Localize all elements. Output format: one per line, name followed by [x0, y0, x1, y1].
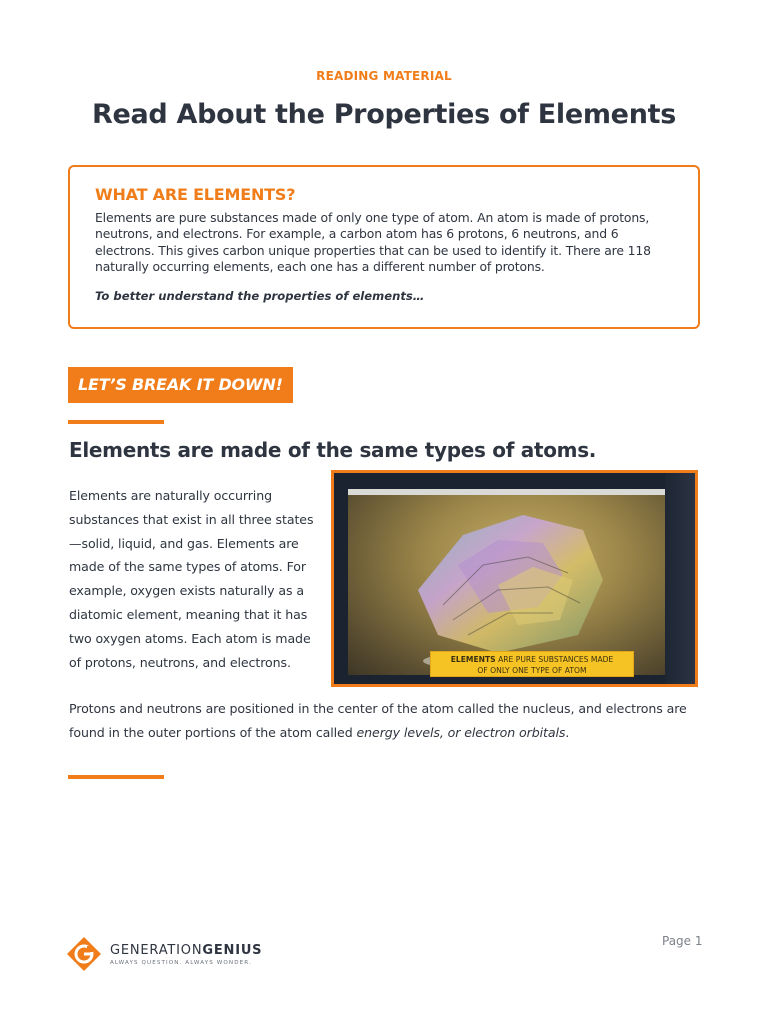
callout-lead: To better understand the properties of elements… — [95, 289, 425, 304]
section-heading: Elements are made of the same types of atoms. — [69, 438, 597, 462]
orbital-term: energy levels, or electron orbitals — [356, 724, 566, 740]
accent-rule-bottom — [68, 775, 164, 779]
nucleus-text: Protons and neutrons are positioned in the center of the atom called the nucleus, and electrons are found in the outer portions of the atom called — [69, 701, 687, 740]
generation-genius-logo — [66, 936, 262, 972]
page-number: Page 1 — [662, 934, 703, 948]
caption-bold: ELEMENTS — [450, 655, 496, 664]
crystal-photo — [348, 489, 668, 675]
callout-body: Elements are pure substances made of only one type of atom. An atom is made of protons, neutrons, and electrons. For example, a carbon atom has 6 protons, 6 neutrons, and 6 electrons. This gives carbon unique properties that can be used to identify it. There are 118 naturally occurring elements, each one has a different number of protons. — [95, 210, 651, 274]
callout-heading: WHAT ARE ELEMENTS? — [95, 185, 296, 204]
nucleus-text-end: . — [565, 724, 570, 740]
brand-name — [110, 943, 262, 958]
brand-tagline: ALWAYS QUESTION. ALWAYS WONDER. — [110, 959, 252, 966]
chalkboard-edge — [665, 473, 695, 684]
reading-material-kicker: READING MATERIAL — [316, 69, 452, 83]
bismuth-crystal-image — [331, 470, 698, 687]
crystal-illustration — [348, 495, 668, 675]
brand-bold: GENIUS — [202, 942, 263, 958]
break-it-down-banner: LET’S BREAK IT DOWN! — [68, 367, 293, 403]
intro-paragraph: Elements are naturally occurring substances that exist in all three states—solid, liquid, and gas. Elements are made of the same types of atoms. For example, oxygen exists naturally as a diatomic element, meaning that it has two oxygen atoms. Each atom is made of protons, neutrons, and electrons. — [69, 488, 314, 670]
caption-line-1: ARE PURE SUBSTANCES MADE — [495, 655, 614, 664]
what-are-elements-callout — [68, 165, 700, 329]
image-caption — [430, 651, 634, 677]
logo-mark-icon — [66, 936, 102, 972]
brand-light: GENERATION — [110, 942, 203, 958]
caption-line-2: OF ONLY ONE TYPE OF ATOM — [477, 666, 587, 675]
accent-rule — [68, 420, 164, 424]
page-title: Read About the Properties of Elements — [92, 99, 676, 130]
nucleus-paragraph — [69, 697, 709, 745]
